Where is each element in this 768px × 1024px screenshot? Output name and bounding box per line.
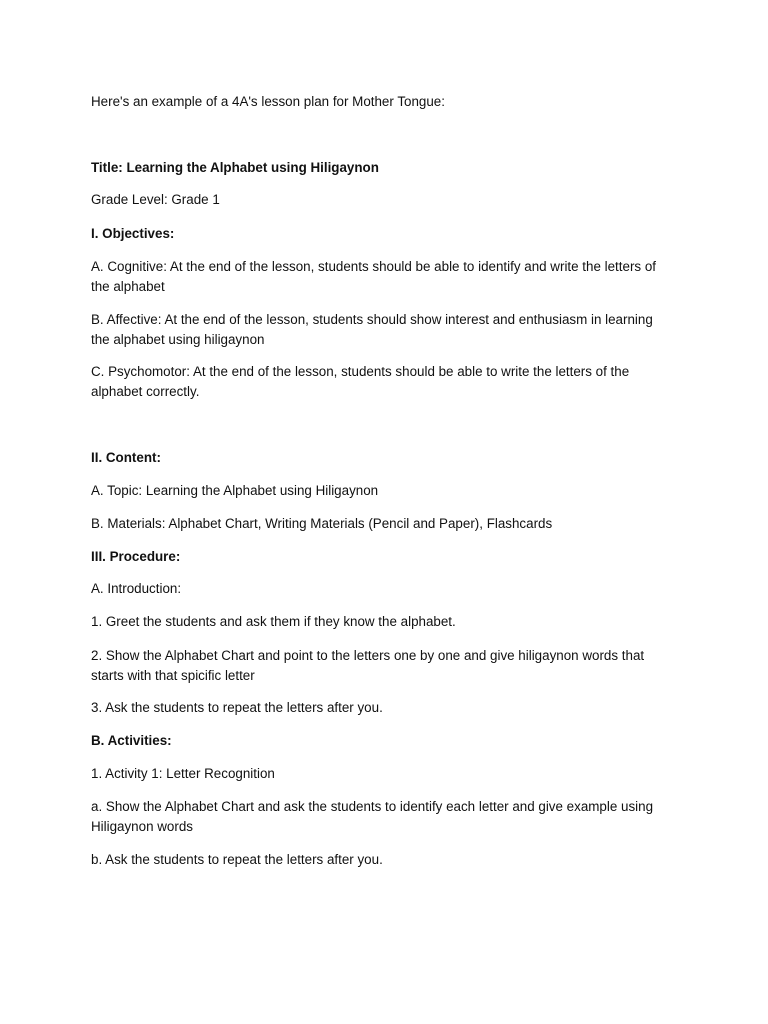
intro-step-1: 1. Greet the students and ask them if they know the alphabet.: [91, 614, 456, 629]
content-heading: II. Content:: [91, 450, 161, 465]
objective-affective: B. Affective: At the end of the lesson, students should show interest and enthusiasm in learning the alphabet using hiligaynon: [91, 312, 653, 347]
activity-1-a: a. Show the Alphabet Chart and ask the students to identify each letter and give example using Hiligaynon words: [91, 799, 654, 834]
grade-level: Grade Level: Grade 1: [91, 192, 220, 207]
objective-psychomotor: C. Psychomotor: At the end of the lesson, students should be able to write the letters of the alphabet correctly.: [91, 364, 630, 399]
content-topic: A. Topic: Learning the Alphabet using Hiligaynon: [91, 483, 379, 498]
activity-1-b: b. Ask the students to repeat the letters after you.: [91, 852, 383, 867]
intro-step-2: 2. Show the Alphabet Chart and point to the letters one by one and give hiligaynon words that starts with that spicific letter: [91, 648, 645, 683]
introduction-heading: A. Introduction:: [91, 581, 182, 596]
activities-heading: B. Activities:: [91, 733, 172, 748]
procedure-heading: III. Procedure:: [91, 549, 181, 564]
activity-1: 1. Activity 1: Letter Recognition: [91, 766, 275, 781]
content-materials: B. Materials: Alphabet Chart, Writing Materials (Pencil and Paper), Flashcards: [91, 516, 553, 531]
intro-text: Here's an example of a 4A's lesson plan for Mother Tongue:: [91, 94, 445, 109]
lesson-title: Title: Learning the Alphabet using Hiligaynon: [91, 160, 379, 175]
intro-step-3: 3. Ask the students to repeat the letters after you.: [91, 700, 383, 715]
objectives-heading: I. Objectives:: [91, 226, 175, 241]
objective-cognitive: A. Cognitive: At the end of the lesson, students should be able to identify and write the letters of the alphabet: [91, 259, 656, 294]
